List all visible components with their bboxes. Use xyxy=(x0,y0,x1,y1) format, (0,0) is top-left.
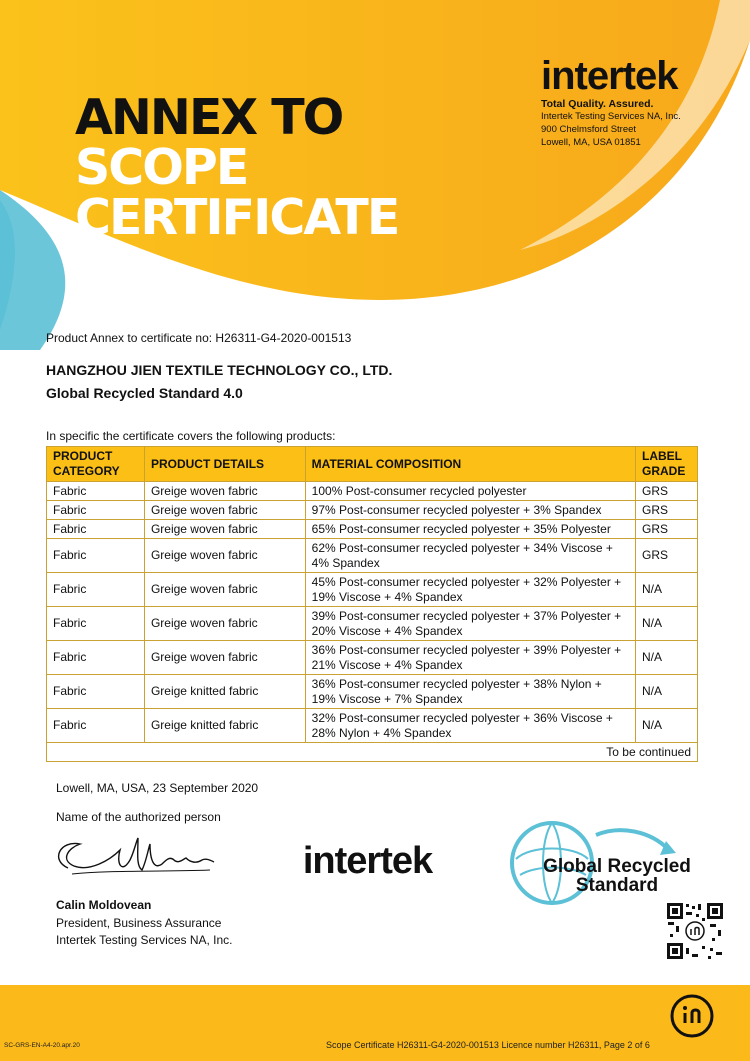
cell-grade: N/A xyxy=(635,607,697,641)
cell-composition: 65% Post-consumer recycled polyester + 35% Polyester xyxy=(305,520,635,539)
cell-composition: 36% Post-consumer recycled polyester + 38% Nylon + 19% Viscose + 7% Spandex xyxy=(305,675,635,709)
cell-category: Fabric xyxy=(47,501,145,520)
table-row xyxy=(47,573,698,607)
company-name: HANGZHOU JIEN TEXTILE TECHNOLOGY CO., LTD. xyxy=(46,362,393,378)
header-product-details: PRODUCT DETAILS xyxy=(144,447,305,482)
standard-name: Global Recycled Standard 4.0 xyxy=(46,385,243,401)
signatory-name: Calin Moldovean xyxy=(56,898,152,912)
brand-block xyxy=(541,56,681,149)
brand-tagline: Total Quality. Assured. xyxy=(541,98,654,110)
cell-details: Greige woven fabric xyxy=(144,482,305,501)
to-be-continued: To be continued xyxy=(47,743,698,762)
footer-form-code: SC-GRS-EN-A4-20.apr.20 xyxy=(4,1042,80,1049)
cell-details: Greige knitted fabric xyxy=(144,675,305,709)
cell-category: Fabric xyxy=(47,539,145,573)
cell-grade: N/A xyxy=(635,675,697,709)
table-row xyxy=(47,482,698,501)
cell-grade: GRS xyxy=(635,482,697,501)
cell-composition: 62% Post-consumer recycled polyester + 34% Viscose + 4% Spandex xyxy=(305,539,635,573)
table-row xyxy=(47,539,698,573)
cell-grade: GRS xyxy=(635,501,697,520)
table-intro: In specific the certificate covers the following products: xyxy=(46,429,336,443)
cell-composition: 36% Post-consumer recycled polyester + 39% Polyester + 21% Viscose + 4% Spandex xyxy=(305,641,635,675)
grs-text-line-1: Global Recycled xyxy=(543,856,691,877)
cell-composition: 32% Post-consumer recycled polyester + 36% Viscose + 28% Nylon + 4% Spandex xyxy=(305,709,635,743)
table-row xyxy=(47,675,698,709)
table-row xyxy=(47,709,698,743)
cell-details: Greige woven fabric xyxy=(144,520,305,539)
cell-composition: 45% Post-consumer recycled polyester + 32% Polyester + 19% Viscose + 4% Spandex xyxy=(305,573,635,607)
signature-image xyxy=(50,830,220,885)
cell-category: Fabric xyxy=(47,482,145,501)
intertek-footer-icon xyxy=(668,992,716,1040)
header-label-grade: LABEL GRADE xyxy=(635,447,697,482)
cell-details: Greige woven fabric xyxy=(144,573,305,607)
cell-grade: N/A xyxy=(635,709,697,743)
table-row xyxy=(47,520,698,539)
cell-details: Greige woven fabric xyxy=(144,607,305,641)
cell-details: Greige woven fabric xyxy=(144,501,305,520)
cell-grade: GRS xyxy=(635,520,697,539)
table-header-row xyxy=(47,447,698,482)
cell-category: Fabric xyxy=(47,675,145,709)
cell-composition: 100% Post-consumer recycled polyester xyxy=(305,482,635,501)
cell-details: Greige knitted fabric xyxy=(144,709,305,743)
cell-details: Greige woven fabric xyxy=(144,641,305,675)
annex-certificate-number: Product Annex to certificate no: H26311-G4-2020-001513 xyxy=(46,331,352,345)
cell-category: Fabric xyxy=(47,573,145,607)
brand-company: Intertek Testing Services NA, Inc. xyxy=(541,111,681,122)
cell-category: Fabric xyxy=(47,641,145,675)
header-material-composition: MATERIAL COMPOSITION xyxy=(305,447,635,482)
signatory-title-line-2: Intertek Testing Services NA, Inc. xyxy=(56,933,233,947)
authorized-person-label: Name of the authorized person xyxy=(56,810,221,824)
place-date: Lowell, MA, USA, 23 September 2020 xyxy=(56,781,259,795)
table-row xyxy=(47,641,698,675)
cell-composition: 97% Post-consumer recycled polyester + 3% Spandex xyxy=(305,501,635,520)
intertek-logo-text: intertek xyxy=(302,839,433,882)
cell-grade: N/A xyxy=(635,641,697,675)
table-row xyxy=(47,607,698,641)
products-table xyxy=(46,446,698,762)
title-line-1: ANNEX TO xyxy=(75,89,343,146)
intertek-logo-top: intertek xyxy=(541,54,678,98)
brand-address-1: 900 Chelmsford Street xyxy=(541,124,637,135)
grs-text-line-2: Standard xyxy=(575,875,659,896)
cell-grade: GRS xyxy=(635,539,697,573)
title-line-2: SCOPE xyxy=(75,139,248,196)
grs-logo-text xyxy=(532,857,702,895)
intertek-logo xyxy=(270,826,465,896)
cell-composition: 39% Post-consumer recycled polyester + 37% Polyester + 20% Viscose + 4% Spandex xyxy=(305,607,635,641)
page-title xyxy=(75,89,399,246)
cell-category: Fabric xyxy=(47,709,145,743)
title-line-3: CERTIFICATE xyxy=(75,189,399,246)
cell-category: Fabric xyxy=(47,607,145,641)
footer-page-info: Scope Certificate H26311-G4-2020-001513 Licence number H26311, Page 2 of 6 xyxy=(326,1040,650,1050)
cell-grade: N/A xyxy=(635,573,697,607)
brand-address-2: Lowell, MA, USA 01851 xyxy=(541,137,641,148)
cell-category: Fabric xyxy=(47,520,145,539)
header-product-category: PRODUCT CATEGORY xyxy=(47,447,145,482)
cell-details: Greige woven fabric xyxy=(144,539,305,573)
table-continued-row xyxy=(47,743,698,762)
table-row xyxy=(47,501,698,520)
qr-code[interactable] xyxy=(666,902,724,960)
signatory-title xyxy=(56,915,233,949)
signatory-title-line-1: President, Business Assurance xyxy=(56,916,222,930)
